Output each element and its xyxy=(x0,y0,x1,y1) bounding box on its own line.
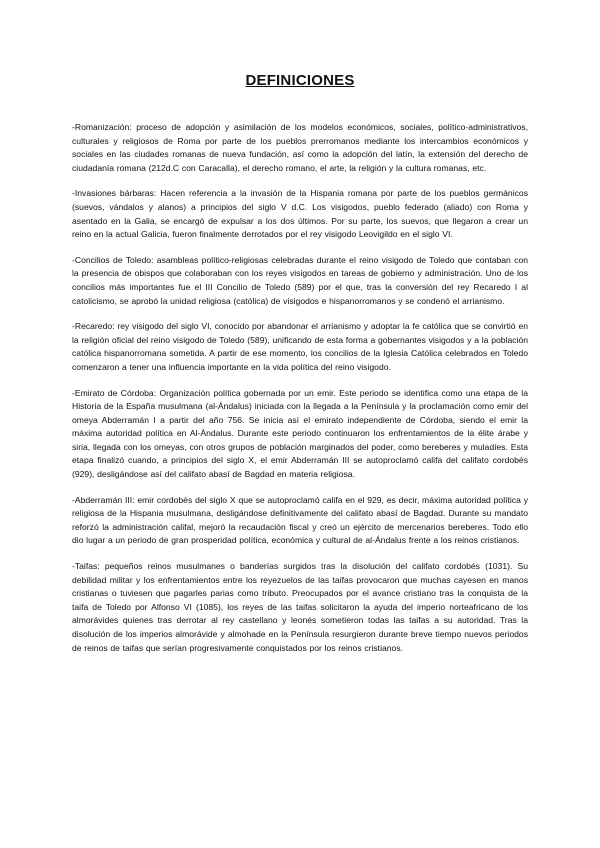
definition-concilios-de-toledo: -Concilios de Toledo: asambleas político-religiosas celebradas durante el reino visigodo de Toledo que contaban con la presencia de obispos que colaboraban con los reyes visigodos en tareas de gobierno y administración. Uno de los concilios más importantes fue el III Concilio de Toledo (589) por el que, tras la conversión del rey Recaredo I al catolicismo, se aprobó la unidad religiosa (católica) de visigodos e hispanorromanos y se condenó el arrianismo. xyxy=(72,254,528,306)
definition-invasiones-barbaras: -Invasiones bárbaras: Hacen referencia a la invasión de la Hispania romana por parte de los pueblos germánicos (suevos, vándalos y alanos) a principios del siglo V d.C. Los visigodos, pueblo federado (aliado) con Roma y asentado en la Galia, se encargó de expulsar a los dos últimos. Por su parte, los suevos, que llegaron a crear un reino en la actual Galicia, fueron finalmente derrotados por el rey visigodo Leovigildo en el siglo VI. xyxy=(72,188,528,240)
document-body xyxy=(72,121,528,667)
definition-emirato-de-cordoba: -Emirato de Córdoba: Organización política gobernada por un emir. Este periodo se identifica como una etapa de la Historia de la España musulmana (al-Ándalus) iniciada con la llegada a la Península y la proclamación como emir del omeya Abderramán I a partir del año 756. Se inicia así el emirato independiente de Córdoba, siendo el emir la máxima autoridad política en Al-Ándalus. Durante este periodo continuaron los enfrentamientos de la élite árabe y siria, llegada con los omeyas, con otros grupos de población marginados del poder, como bereberes y muladíes. Esta etapa finalizó cuando, a principios del siglo X, el emir Abderramán III se autoproclamó califa del califato cordobés (929), desligándose así del califato abasí de Bagdad en materia religiosa. xyxy=(72,387,528,480)
definition-taifas: -Taifas: pequeños reinos musulmanes o banderías surgidos tras la disolución del califato cordobés (1031). Su debilidad militar y los enfrentamientos entre los reyezuelos de las taifas provocaron que muchas cayesen en manos cristianas o tuviesen que pagarles parias como tributo. Preocupados por el avance cristiano tras la conquista de la taifa de Toledo por Alfonso VI (1085), los reyes de las taifas solicitaron la ayuda del imperio norteafricano de los almorávides quienes tras derrotar al rey castellano y leonés sometieron todas las taifas a su autoridad. Tras la disolución de los imperios almorávide y almohade en la Península resurgieron durante breve tiempo nuevos periodos de reinos de taifas que serían progresivamente conquistados por los reinos cristianos. xyxy=(72,561,528,653)
definition-abderraman-iii: -Abderramán III: emir cordobés del siglo X que se autoproclamó califa en el 929, es decir, máxima autoridad política y religiosa de la Hispania musulmana, desligándose definitivamente del califato abasí de Bagdad. Durante su mandato reforzó la administración califal, mejoró la recaudación fiscal y creó un ejército de mercenarios bereberes. Todo ello dio lugar a un periodo de gran prosperidad política, económica y cultural de al-Ándalus frente a los reinos cristianos. xyxy=(72,494,528,546)
page-title: DEFINICIONES xyxy=(245,72,355,89)
definition-recaredo: -Recaredo: rey visigodo del siglo VI, conocido por abandonar el arrianismo y adoptar la fe católica que se convirtió en la religión oficial del reino visigodo de Toledo (589), unificando de esta forma a gobernantes visigodos y a la población católica hispanorromana sometida. A partir de ese momento, los concilios de la Iglesia Católica celebrados en Toledo comenzaron a tener una influencia importante en la vida política del reino visigodo. xyxy=(72,321,528,372)
definition-romanizacion: -Romanización: proceso de adopción y asimilación de los modelos económicos, sociales, político-administrativos, culturales y religiosos de Roma por parte de los pueblos prerromanos mediante los intercambios económicos y sociales en las ciudades romanas de nueva fundación, así como la adopción del latín, la extensión del derecho de ciudadanía romana (212d.C con Caracalla), el derecho romano, el arte, la religión y la cultura romanas, etc. xyxy=(72,122,528,173)
